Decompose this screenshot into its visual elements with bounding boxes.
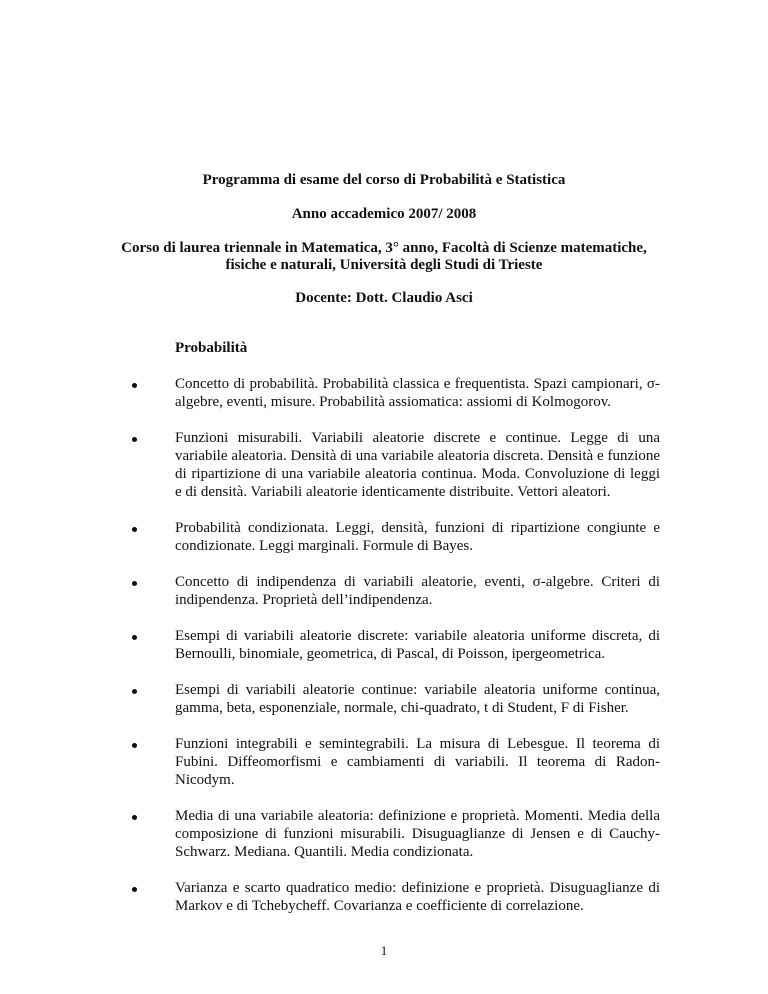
list-item: Concetto di indipendenza di variabili aleatorie, eventi, σ-algebre. Criteri di indipendenza. Proprietà dell’indipendenza. [128, 573, 660, 609]
list-item: Media di una variabile aleatoria: definizione e proprietà. Momenti. Media della composizione di funzioni misurabili. Disuguaglianze di Jensen e di Cauchy-Schwarz. Mediana. Quantili. Media condizionata. [128, 807, 660, 861]
list-item: Esempi di variabili aleatorie continue: variabile aleatoria uniforme continua, gamma, beta, esponenziale, normale, chi-quadrato, t di Student, F di Fisher. [128, 681, 660, 717]
list-item: Funzioni misurabili. Variabili aleatorie discrete e continue. Legge di una variabile aleatoria. Densità di una variabile aleatoria discreta. Densità e funzione di ripartizione di una variabile aleatoria continua. Moda. Convoluzione di leggi e di densità. Variabili aleatorie identicamente distribuite. Vettori aleatori. [128, 429, 660, 501]
list-item: Concetto di probabilità. Probabilità classica e frequentista. Spazi campionari, σ-algebre, eventi, misure. Probabilità assiomatica: assiomi di Kolmogorov. [128, 375, 660, 411]
academic-year: Anno accademico 2007/ 2008 [291, 206, 477, 222]
topic-list [128, 375, 660, 933]
list-item: Probabilità condizionata. Leggi, densità, funzioni di ripartizione congiunte e condizionate. Leggi marginali. Formule di Bayes. [128, 519, 660, 555]
list-item: Funzioni integrabili e semintegrabili. La misura di Lebesgue. Il teorema di Fubini. Diffeomorfismi e cambiamenti di variabili. Il teorema di Radon-Nicodym. [128, 735, 660, 789]
page-title: Programma di esame del corso di Probabilità e Statistica [202, 172, 566, 188]
course-line-2: fisiche e naturali, Università degli Studi di Trieste [225, 257, 543, 273]
course-description [0, 240, 768, 274]
list-item: Varianza e scarto quadratico medio: definizione e proprietà. Disuguaglianze di Markov e di Tchebycheff. Covarianza e coefficiente di correlazione. [128, 879, 660, 915]
page-number: 1 [380, 943, 388, 958]
list-item: Esempi di variabili aleatorie discrete: variabile aleatoria uniforme discreta, di Bernoulli, binomiale, geometrica, di Pascal, di Poisson, ipergeometrica. [128, 627, 660, 663]
section-heading: Probabilità [175, 340, 248, 356]
teacher-line: Docente: Dott. Claudio Asci [295, 290, 473, 306]
course-line-1: Corso di laurea triennale in Matematica, 3° anno, Facoltà di Scienze matematiche, [121, 240, 647, 256]
